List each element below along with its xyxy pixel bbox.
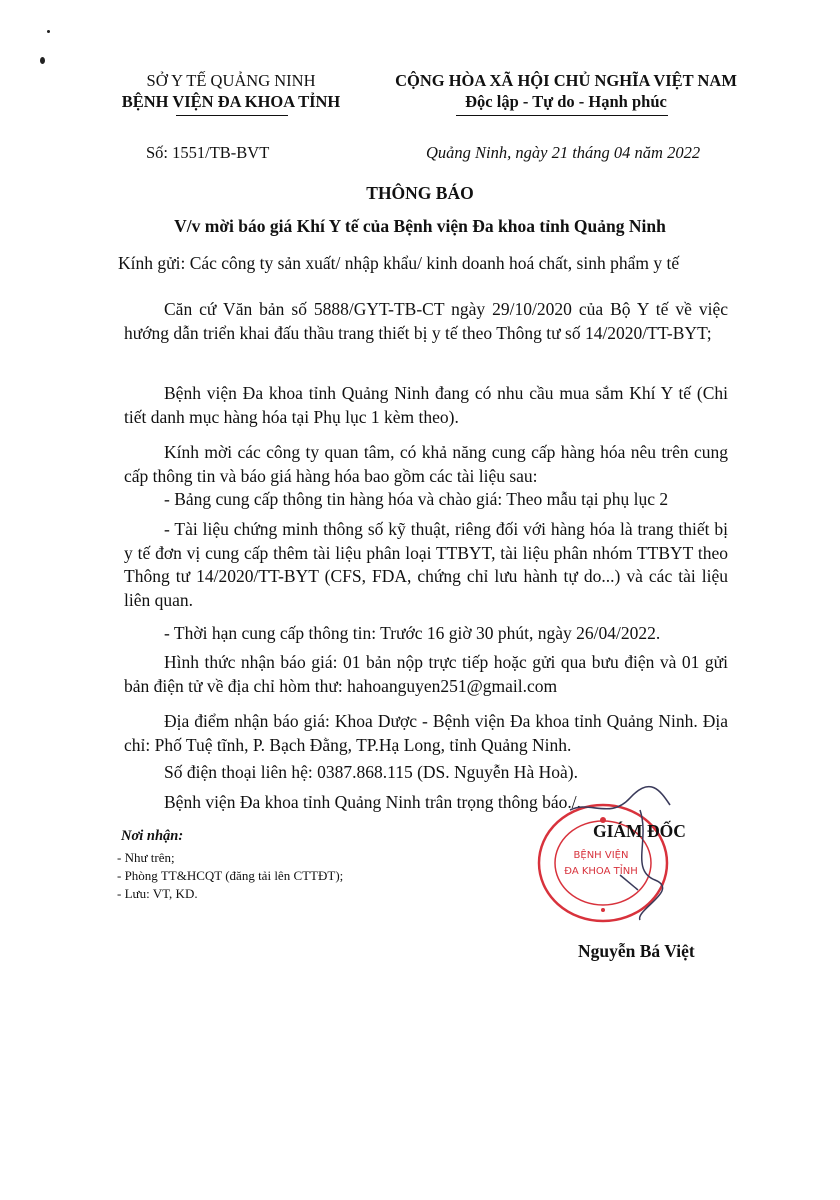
stamp-line-2: ĐA KHOA TỈNH xyxy=(564,866,638,877)
paragraph-deadline: - Thời hạn cung cấp thông tin: Trước 16 giờ 30 phút, ngày 26/04/2022. xyxy=(164,623,661,643)
paragraph-legal-basis: Căn cứ Văn bản số 5888/GYT-TB-CT ngày 29/10/2020 của Bộ Y tế về việc hướng dẫn triển khai đấu thầu trang thiết bị y tế theo Thông tư số 14/2020/TT-BYT; xyxy=(124,299,728,343)
paragraph-invitation: Kính mời các công ty quan tâm, có khả năng cung cấp hàng hóa nêu trên cung cấp thông tin và báo giá hàng hóa bao gồm các tài liệu sau: xyxy=(124,442,728,486)
hospital-name: BỆNH VIỆN ĐA KHOA TỈNH xyxy=(121,92,341,111)
signer-name: Nguyễn Bá Việt xyxy=(578,941,695,961)
paragraph-item-documents: - Tài liệu chứng minh thông số kỹ thuật, riêng đối với hàng hóa là trang thiết bị y tế đơn vị cung cấp thêm tài liệu phân loại TTBYT, tài liệu phân nhóm TTBYT theo Thông tư 14/2020/TT-BYT (CFS, FDA, chứng chỉ lưu hành tự do...) và các tài liệu liên quan. xyxy=(124,519,728,610)
document-number: Số: 1551/TB-BVT xyxy=(146,143,270,162)
country-name: CỘNG HÒA XÃ HỘI CHỦ NGHĨA VIỆT NAM xyxy=(395,71,737,90)
department-name: SỞ Y TẾ QUẢNG NINH xyxy=(146,71,316,90)
paragraph-need: Bệnh viện Đa khoa tỉnh Quảng Ninh đang có nhu cầu mua sắm Khí Y tế (Chi tiết danh mục hàng hóa tại Phụ lục 1 kèm theo). xyxy=(124,383,728,427)
document-title: THÔNG BÁO xyxy=(366,183,474,203)
signer-role: GIÁM ĐỐC xyxy=(593,821,686,841)
place-date: Quảng Ninh, ngày 21 tháng 04 năm 2022 xyxy=(426,143,701,162)
paragraph-item-form: - Bảng cung cấp thông tin hàng hóa và chào giá: Theo mẫu tại phụ lục 2 xyxy=(164,489,669,509)
national-motto: Độc lập - Tự do - Hạnh phúc xyxy=(465,92,667,111)
scan-mark xyxy=(40,57,45,64)
recipient-item: - Như trên; xyxy=(117,850,175,865)
document-subtitle: V/v mời báo giá Khí Y tế của Bệnh viện Đa khoa tỉnh Quảng Ninh xyxy=(174,216,666,236)
recipient-item: - Phòng TT&HCQT (đăng tải lên CTTĐT); xyxy=(117,868,344,883)
recipient-line: Kính gửi: Các công ty sản xuất/ nhập khẩu/ kinh doanh hoá chất, sinh phẩm y tế xyxy=(118,253,680,273)
header-right-rule xyxy=(456,115,668,116)
paragraph-phone: Số điện thoại liên hệ: 0387.868.115 (DS. Nguyễn Hà Hoà). xyxy=(164,762,578,782)
handwritten-signature xyxy=(560,780,690,930)
paragraph-location: Địa điểm nhận báo giá: Khoa Dược - Bệnh viện Đa khoa tỉnh Quảng Ninh. Địa chỉ: Phố Tuệ tĩnh, P. Bạch Đằng, TP.Hạ Long, tỉnh Quảng Ninh. xyxy=(124,711,728,755)
recipient-item: - Lưu: VT, KD. xyxy=(117,886,198,901)
recipients-heading: Nơi nhận: xyxy=(121,828,184,844)
scan-mark xyxy=(47,30,50,33)
paragraph-closing: Bệnh viện Đa khoa tỉnh Quảng Ninh trân trọng thông báo./. xyxy=(164,792,582,812)
header-left-rule xyxy=(176,115,288,116)
stamp-line-1: BỆNH VIỆN xyxy=(573,850,629,861)
paragraph-submission: Hình thức nhận báo giá: 01 bản nộp trực tiếp hoặc gửi qua bưu điện và 01 gửi bản điện tử về địa chỉ hòm thư: hahoanguyen251@gmail.com xyxy=(124,652,728,696)
